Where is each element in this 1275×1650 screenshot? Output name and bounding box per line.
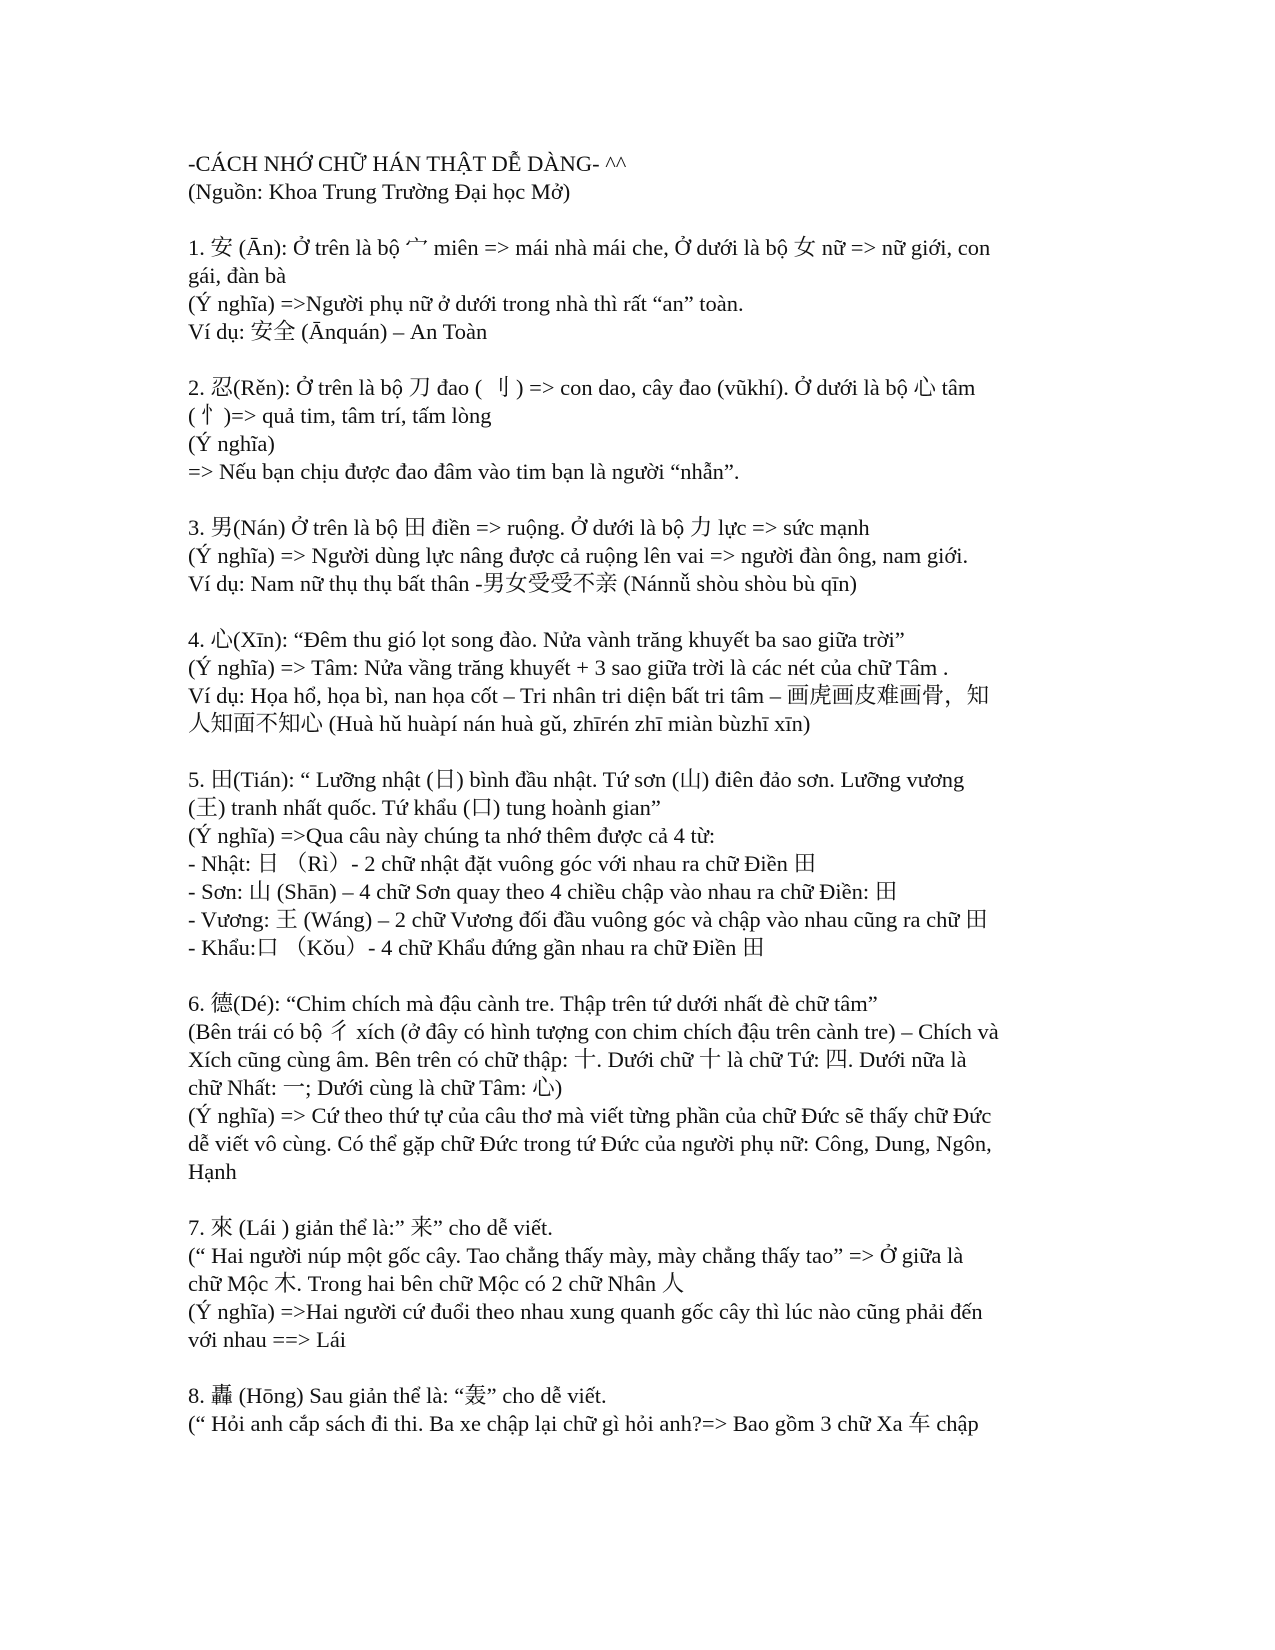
section-6-line-6: dễ viết vô cùng. Có thể gặp chữ Đức trong tứ Đức của người phụ nữ: Công, Dung, Ngôn, — [188, 1131, 992, 1156]
section-6-line-4: chữ Nhất: 一; Dưới cùng là chữ Tâm: 心) — [188, 1075, 563, 1100]
document-page — [188, 150, 1088, 1438]
section-1 — [188, 234, 1088, 346]
section-8 — [188, 1382, 1088, 1438]
section-8-line-2: (“ Hỏi anh cắp sách đi thi. Ba xe chập lại chữ gì hỏi anh?=> Bao gồm 3 chữ Xa 车 chập — [188, 1411, 979, 1436]
section-2-line-2: ( 忄)=> quả tim, tâm trí, tấm lòng — [188, 403, 492, 428]
section-2-line-3: (Ý nghĩa) — [188, 431, 275, 456]
section-3-line-3: Ví dụ: Nam nữ thụ thụ bất thân -男女受受不亲 (Nánnǚ shòu shòu bù qīn) — [188, 571, 858, 596]
paragraph-gap — [188, 962, 1088, 990]
section-7-line-2: (“ Hai người núp một gốc cây. Tao chẳng thấy mày, mày chẳng thấy tao” => Ở giữa là — [188, 1243, 964, 1268]
section-1-line-4: Ví dụ: 安全 (Ānquán) – An Toàn — [188, 319, 488, 344]
section-6-line-5: (Ý nghĩa) => Cứ theo thứ tự của câu thơ mà viết từng phần của chữ Đức sẽ thấy chữ Đức — [188, 1103, 992, 1128]
section-4-line-2: (Ý nghĩa) => Tâm: Nửa vầng trăng khuyết + 3 sao giữa trời là các nét của chữ Tâm . — [188, 655, 949, 680]
section-3-line-2: (Ý nghĩa) => Người dùng lực nâng được cả ruộng lên vai => người đàn ông, nam giới. — [188, 543, 969, 568]
section-6-line-2: (Bên trái có bộ 彳 xích (ở đây có hình tượng con chim chích đậu trên cành tre) – Chích và — [188, 1019, 999, 1044]
section-6-line-3: Xích cũng cùng âm. Bên trên có chữ thập: 十. Dưới chữ 十 là chữ Tứ: 四. Dưới nữa là — [188, 1047, 967, 1072]
section-4-line-1: 4. 心(Xīn): “Đêm thu gió lọt song đào. Nửa vành trăng khuyết ba sao giữa trời” — [188, 627, 905, 652]
section-4-line-3: Ví dụ: Họa hổ, họa bì, nan họa cốt – Tri nhân tri diện bất tri tâm – 画虎画皮难画骨，知 — [188, 683, 990, 708]
section-4 — [188, 626, 1088, 738]
section-3-line-1: 3. 男(Nán) Ở trên là bộ 田 điền => ruộng. Ở dưới là bộ 力 lực => sức mạnh — [188, 515, 870, 540]
section-7-line-5: với nhau ==> Lái — [188, 1327, 347, 1352]
section-1-line-1: 1. 安 (Ān): Ở trên là bộ 宀 miên => mái nhà mái che, Ở dưới là bộ 女 nữ => nữ giới, con — [188, 235, 991, 260]
section-5-line-7: - Khẩu:口 （Kǒu）- 4 chữ Khẩu đứng gần nhau ra chữ Điền 田 — [188, 935, 765, 960]
section-1-line-2: gái, đàn bà — [188, 263, 287, 288]
paragraph-gap — [188, 206, 1088, 234]
section-5-line-3: (Ý nghĩa) =>Qua câu này chúng ta nhớ thêm được cả 4 từ: — [188, 823, 716, 848]
paragraph-gap — [188, 738, 1088, 766]
section-5-line-6: - Vương: 王 (Wáng) – 2 chữ Vương đối đầu vuông góc và chập vào nhau cũng ra chữ 田 — [188, 907, 988, 932]
section-5 — [188, 766, 1088, 962]
paragraph-gap — [188, 346, 1088, 374]
section-7-line-1: 7. 來 (Lái ) giản thể là:” 来” cho dễ viết. — [188, 1215, 553, 1240]
section-2 — [188, 374, 1088, 486]
section-2-line-4: => Nếu bạn chịu được đao đâm vào tim bạn là người “nhẫn”. — [188, 459, 740, 484]
section-7-line-4: (Ý nghĩa) =>Hai người cứ đuổi theo nhau xung quanh gốc cây thì lúc nào cũng phải đến — [188, 1299, 983, 1324]
section-1-line-3: (Ý nghĩa) =>Người phụ nữ ở dưới trong nhà thì rất “an” toàn. — [188, 291, 744, 316]
paragraph-gap — [188, 1354, 1088, 1382]
section-7 — [188, 1214, 1088, 1354]
section-7-line-3: chữ Mộc 木. Trong hai bên chữ Mộc có 2 chữ Nhân 人 — [188, 1271, 685, 1296]
section-3 — [188, 514, 1088, 598]
paragraph-gap — [188, 486, 1088, 514]
section-5-line-4: - Nhật: 日 （Rì）- 2 chữ nhật đặt vuông góc với nhau ra chữ Điền 田 — [188, 851, 817, 876]
document-source: (Nguồn: Khoa Trung Trường Đại học Mở) — [188, 179, 571, 204]
section-8-line-1: 8. 轟 (Hōng) Sau giản thể là: “轰” cho dễ viết. — [188, 1383, 607, 1408]
paragraph-gap — [188, 1186, 1088, 1214]
section-4-line-4: 人知面不知心 (Huà hǔ huàpí nán huà gǔ, zhīrén zhī miàn bùzhī xīn) — [188, 711, 811, 736]
document-title: -CÁCH NHỚ CHỮ HÁN THẬT DỄ DÀNG- ^^ — [188, 151, 627, 176]
section-5-line-1: 5. 田(Tián): “ Lưỡng nhật (日) bình đầu nhật. Tứ sơn (山) điên đảo sơn. Lưỡng vương — [188, 767, 965, 792]
paragraph-gap — [188, 598, 1088, 626]
section-6-line-7: Hạnh — [188, 1159, 237, 1184]
section-5-line-5: - Sơn: 山 (Shān) – 4 chữ Sơn quay theo 4 chiều chập vào nhau ra chữ Điền: 田 — [188, 879, 898, 904]
section-2-line-1: 2. 忍(Rěn): Ở trên là bộ 刀 đao ( 刂 ) => con dao, cây đao (vũkhí). Ở dưới là bộ 心 tâm — [188, 375, 976, 400]
section-6-line-1: 6. 德(Dé): “Chim chích mà đậu cành tre. Thập trên tứ dưới nhất đè chữ tâm” — [188, 991, 878, 1016]
section-6 — [188, 990, 1088, 1186]
section-5-line-2: (王) tranh nhất quốc. Tứ khẩu (口) tung hoành gian” — [188, 795, 661, 820]
